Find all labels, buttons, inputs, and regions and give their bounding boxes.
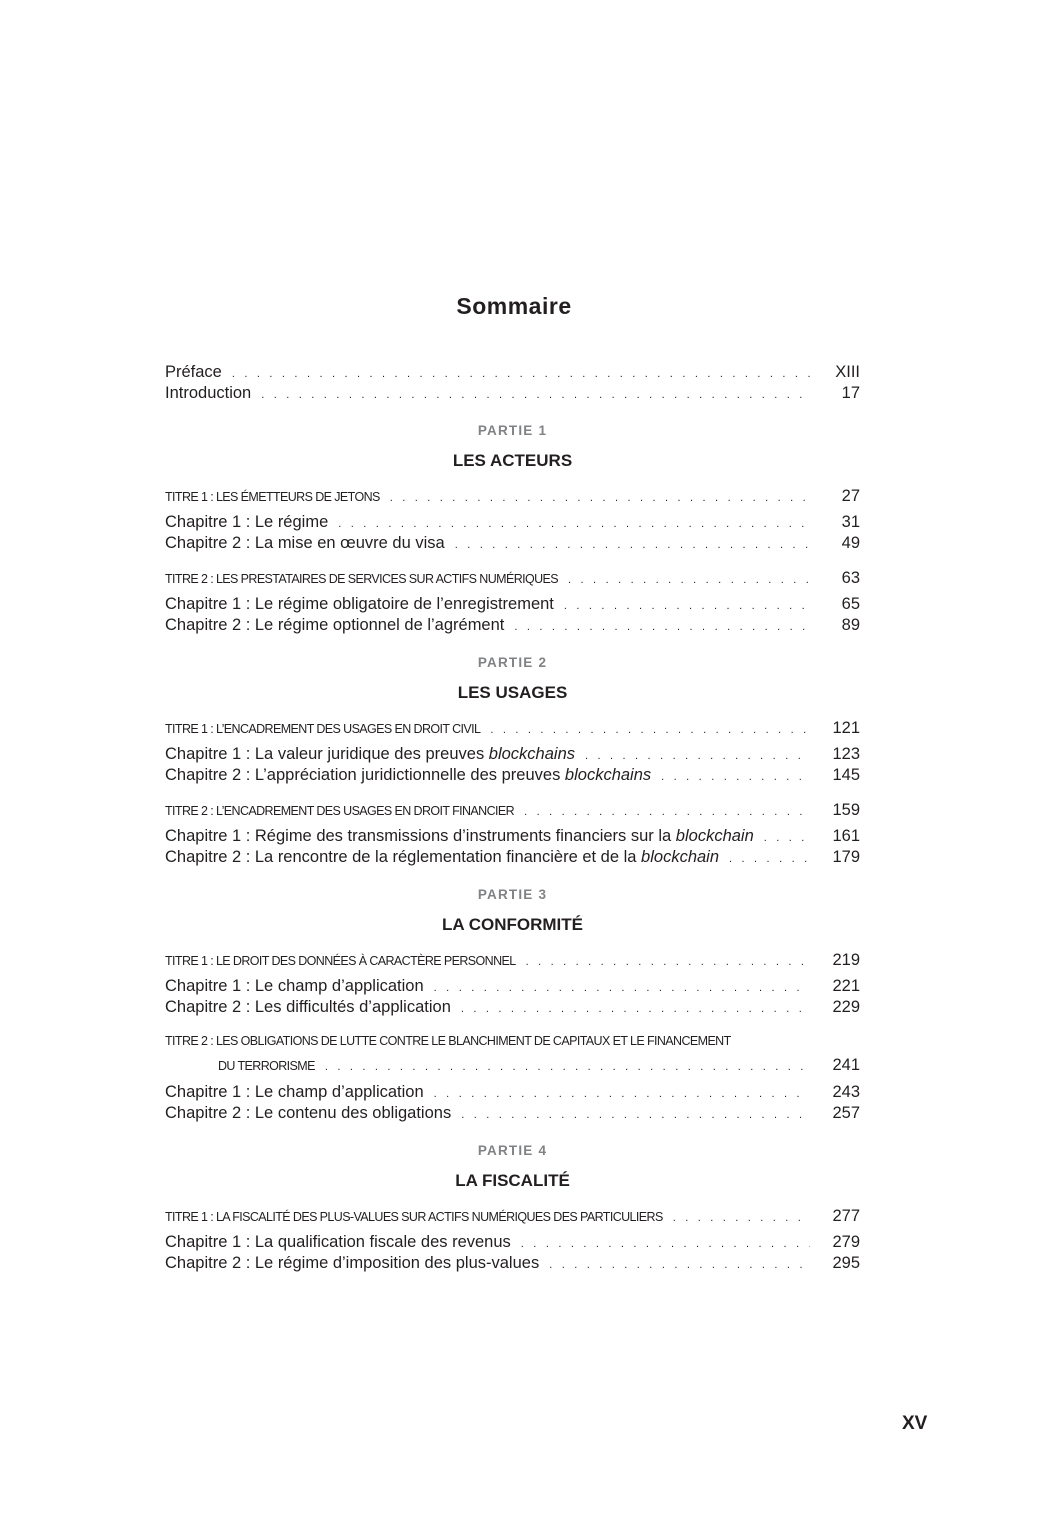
page-number: 17	[841, 384, 860, 402]
table-of-contents	[165, 362, 860, 1274]
part-title: LES ACTEURS	[452, 451, 573, 470]
chapter-label-text: Chapitre 2 : L’appréciation juridictionnelle des preuves	[165, 766, 565, 784]
toc-chapter-entry[interactable]	[165, 594, 860, 615]
chapter-label	[165, 847, 719, 868]
toc-chapter-entry[interactable]	[165, 533, 860, 554]
toc-chapter-entry[interactable]	[165, 847, 860, 868]
dot-leader	[490, 720, 810, 740]
part-number: PARTIE 1	[477, 423, 548, 438]
chapter-label-italic: blockchains	[488, 745, 575, 763]
toc-titre-entry[interactable]	[165, 1206, 860, 1226]
part-title: LA CONFORMITÉ	[441, 915, 584, 934]
toc-entry-label: Introduction	[165, 384, 252, 402]
page-number: 279	[832, 1233, 860, 1251]
page-number: 221	[832, 977, 860, 995]
titre-label: TITRE 1 : LES ÉMETTEURS DE JETONS	[165, 490, 380, 504]
chapter-label-text: Chapitre 1 : La valeur juridique des preuves	[165, 745, 489, 763]
page-number: 65	[841, 595, 860, 613]
dot-leader	[455, 535, 810, 556]
page-number: 89	[841, 616, 860, 634]
toc-titre-entry[interactable]	[165, 800, 860, 820]
part-number: PARTIE 3	[477, 887, 548, 902]
page-number: 121	[832, 719, 860, 737]
page-number: 243	[832, 1083, 860, 1101]
dot-leader	[434, 1084, 810, 1105]
dot-leader	[514, 617, 810, 638]
chapter-label: Chapitre 2 : Les difficultés d’application	[165, 998, 451, 1016]
dot-leader	[461, 1105, 810, 1126]
toc-chapter-entry[interactable]	[165, 615, 860, 636]
titre-label: TITRE 1 : LA FISCALITÉ DES PLUS-VALUES SUR ACTIFS NUMÉRIQUES DES PARTICULIERS	[165, 1210, 663, 1224]
toc-chapter-entry[interactable]	[165, 1253, 860, 1274]
toc-titre-entry[interactable]	[165, 568, 860, 588]
titre-label-continuation: DU TERRORISME	[218, 1059, 315, 1073]
toc-chapter-entry[interactable]	[165, 997, 860, 1018]
chapter-label-italic: blockchain	[675, 827, 754, 845]
part-number: PARTIE 2	[477, 655, 548, 670]
chapter-label: Chapitre 1 : Le champ d’application	[165, 977, 424, 995]
titre-continuation-row	[165, 1052, 860, 1078]
titre-label: TITRE 1 : L’ENCADREMENT DES USAGES EN DROIT CIVIL	[165, 722, 481, 736]
toc-entry-introduction[interactable]	[165, 383, 860, 404]
toc-chapter-entry[interactable]	[165, 1232, 860, 1253]
dot-leader	[390, 488, 810, 508]
dot-leader	[585, 746, 810, 767]
page-number: 179	[832, 848, 860, 866]
toc-titre-entry[interactable]	[165, 950, 860, 970]
page-title: Sommaire	[456, 293, 572, 319]
titre-label: TITRE 2 : LES OBLIGATIONS DE LUTTE CONTRE LE BLANCHIMENT DE CAPITAUX ET LE FINANCEMENT	[165, 1034, 731, 1048]
toc-entry-preface[interactable]	[165, 362, 860, 383]
chapter-label-text: Chapitre 1 : Régime des transmissions d’instruments financiers sur la	[165, 827, 676, 845]
page-number: 123	[832, 745, 860, 763]
chapter-label: Chapitre 1 : Le régime	[165, 513, 329, 531]
page-number: 219	[832, 951, 860, 969]
chapter-label-italic: blockchains	[564, 766, 652, 784]
chapter-label-text: Chapitre 2 : La rencontre de la réglementation financière et de la	[165, 848, 642, 866]
titre-label: TITRE 1 : LE DROIT DES DONNÉES À CARACTÈRE PERSONNEL	[165, 954, 516, 968]
page-number: 257	[832, 1104, 860, 1122]
toc-chapter-entry[interactable]	[165, 1103, 860, 1124]
page-number: 295	[832, 1254, 860, 1272]
dot-leader	[549, 1255, 810, 1276]
page-number: 241	[832, 1056, 860, 1074]
dot-leader	[568, 570, 810, 590]
page-number: 161	[832, 827, 860, 845]
part-number: PARTIE 4	[477, 1143, 548, 1158]
part-title: LA FISCALITÉ	[455, 1171, 570, 1190]
chapter-label: Chapitre 1 : La qualification fiscale des revenus	[165, 1233, 511, 1251]
toc-titre-entry[interactable]	[165, 718, 860, 738]
toc-entry-label: Préface	[165, 363, 222, 381]
dot-leader	[564, 596, 810, 617]
page-number: 159	[832, 801, 860, 819]
chapter-label: Chapitre 1 : Le régime obligatoire de l’enregistrement	[165, 595, 554, 613]
dot-leader	[461, 999, 810, 1020]
chapter-label-italic: blockchain	[641, 848, 720, 866]
titre-label: TITRE 2 : L’ENCADREMENT DES USAGES EN DROIT FINANCIER	[165, 804, 515, 818]
dot-leader	[729, 849, 810, 870]
chapter-label	[165, 826, 754, 847]
toc-titre-entry[interactable]	[165, 1030, 860, 1078]
page-number: 49	[841, 534, 860, 552]
page-number: 277	[832, 1207, 860, 1225]
page-folio: XV	[902, 1413, 928, 1434]
part-title: LES USAGES	[457, 683, 568, 702]
dot-leader	[325, 1054, 810, 1080]
dot-leader	[764, 828, 810, 849]
dot-leader	[434, 978, 810, 999]
toc-titre-entry[interactable]	[165, 486, 860, 506]
titre-label: TITRE 2 : LES PRESTATAIRES DE SERVICES SUR ACTIFS NUMÉRIQUES	[165, 572, 559, 586]
dot-leader	[338, 514, 810, 535]
dot-leader	[232, 364, 810, 385]
chapter-label: Chapitre 1 : Le champ d’application	[165, 1083, 424, 1101]
toc-chapter-entry[interactable]	[165, 1082, 860, 1103]
dot-leader	[261, 385, 810, 406]
dot-leader	[661, 767, 810, 788]
chapter-label: Chapitre 2 : Le contenu des obligations	[165, 1104, 452, 1122]
toc-chapter-entry[interactable]	[165, 826, 860, 847]
page-number: 27	[841, 487, 860, 505]
toc-chapter-entry[interactable]	[165, 512, 860, 533]
dot-leader	[673, 1208, 810, 1228]
chapter-label	[165, 744, 575, 765]
dot-leader	[521, 1234, 810, 1255]
toc-chapter-entry[interactable]	[165, 744, 860, 765]
page-number: 31	[841, 513, 860, 531]
dot-leader	[524, 802, 810, 822]
page-number: 145	[832, 766, 860, 784]
toc-chapter-entry[interactable]	[165, 765, 860, 786]
chapter-label: Chapitre 2 : Le régime optionnel de l’agrément	[165, 616, 505, 634]
page-number: 229	[832, 998, 860, 1016]
dot-leader	[526, 952, 810, 972]
chapter-label	[165, 765, 651, 786]
page-number: XIII	[835, 363, 860, 381]
page-number: 63	[841, 569, 860, 587]
chapter-label: Chapitre 2 : La mise en œuvre du visa	[165, 534, 445, 552]
toc-chapter-entry[interactable]	[165, 976, 860, 997]
chapter-label: Chapitre 2 : Le régime d’imposition des plus-values	[165, 1254, 540, 1272]
